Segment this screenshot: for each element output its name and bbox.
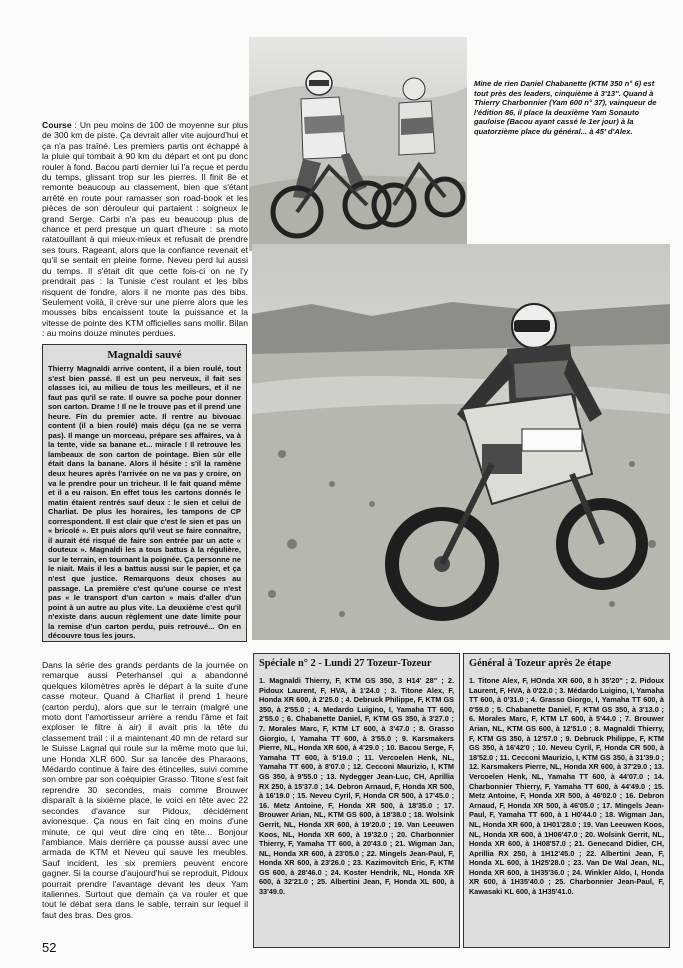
course-text: : Un peu moins de 100 de moyenne sur plus de 300 km de piste. Ça devrait aller vite aujourd'hui et ça n'a pas traîné. Les premiers partis ont échappé à la pluie qui tombait à 90 km du départ et ont pu donc rouler à fond. Bacou parti dernier lui l'a reçue et perdu du temps, glissant trop sur les pierres. Il finit 8e et remonte beaucoup au classement, bien que s'étant arrêté en route pour ramasser son road-book et les pièces de son dérouleur qui partaient : soigneux le grand Serge. Carbi n'a pas eu beaucoup plus de chance et perd presque un quart d'heure : sa moto ratatouillant à qui mieux-mieux et refusait de prendre ses tours. Rageant, alors que la confiance revenait et qu'il se sentait en pleine forme. Neveu perd lui aussi du temps. Il s'était dit que cette fois-ci on ne l'y prendrait pas : la Tunisie c'est roulant et les bibs risquent de fondre, alors il ne monte pas des bibs. Seulement voilà, il crève sur une pierre alors que les mousses bibs encaissent toute la puissance et la vitesse de pointe des KTM officielles sans mollir. Bilan : au moins douze minutes perdues. <box>42 120 248 339</box>
course-paragraph <box>42 120 248 339</box>
general-results: 1. Titone Alex, F, HOnda XR 600, 8 h 35'20" ; 2. Pidoux Laurent, F, HVA, à 0'22.0 ; 3. Médardo Luigino, I, Yamaha TT 600, à 0'31.0 ; 4. Grasso Giorgo, I, Yamaha TT 600, à 0'59.0 ; 5. Chabanette Daniel, F, KTM GS 350, à 3'13.0 ; 6. Morales Marc, F, KTM LT 600, à 5'44.0 ; 7. Brouwer Arian, NL, KTM GS 600, à 12'51.0 ; 8. Magnaldi Thierry, F, KTM GS 350, à 12'57.0 ; 9. Debruck Philippe, F, KTM GS 350, à 16'42'0 ; 10. Neveu Cyril, F, Honda CR 500, à 18'52.0 ; 11. Cecconi Maurizio, I, KTM GS 350, à 31'39.0 ; 12. Karsmakers Pierre, NL, Honda XR 600, à 37'29.0 ; 13. Vercoelen Henk, NL, Yamaha TT 600, à 44'07.0 ; 14. Charbonnier Thierry, F, Yamaha TT 600, à 44'49.0 ; 15. Metz Antoine, F, Honda XR 500, à 46'02.0 ; 16. Debron Arnaud, F, Honda XR 500, à 46'05.0 ; 17. Mingels Jean-Paul, F, Yamaha TT 600, à 1 H0'44.0 ; 18. Wigman Jan, NL, Honda XR 600, à 1H01'28.0 ; 19. Van Leeuwen Koos, NL, Honda XR 600, à 1H06'47.0 ; 20. Wolsink Gerrit, NL, Honda XR 600, à 1H08'57.0 ; 21. Genecand Didier, CH, Aprillia RX 250, à 1H12'45.0 ; 22. Albertini Jean, F, Honda XL 600, à 1H25'28.0 ; 23. Van De Wal Jean, NL, Honda XR 600, à 1H35'36.0 ; 24. Winkler Aldo, I, Honda XR 600, à 1H35'40.0 ; 25. Charbonnier Jean-Paul, F, Kawasaki KL 600, à 1H35'41.0. <box>469 676 664 897</box>
rally-riders-photo <box>249 37 467 251</box>
general-results-box <box>463 653 670 948</box>
special-results: 1. Magnaldi Thierry, F, KTM GS 350, 3 H14' 28" ; 2. Pidoux Laurent, F, HVA, à 1'24.0 ; 3. Titone Alex, F, Honda XR 600, à 2'25.0 ; 4. Debruck Philippe, F, KTM GS 350, à 2'55.0 ; 4. Medardo Luigino, I, Yamaha TT 600, 2'55.0 ; 6. Chabanette Daniel, F, KTM GS 350, à 3'27.0 ; 7. Morales Marc, F, KTM LT 600, à 3'47.0 ; 8. Grasso Giorgio, I, Yamaha TT 600, à 3'55.0 ; 9. Karsmakers Pierre, NL, Honda XR 600, à 4'29.0 ; 10. Bacou Serge, F, Yamaha TT 600, à 5'19.0 ; 11. Vercoelen Henk, NL, Yamaha TT 600, à 8'07.0 ; 12. Cecconi Maurizio, I, KTM GS 350, à 9'55.0 ; 13. Nydegger Jean-Luc, CH, Aprillia RX 250, à 15'37.0 ; 14. Debron Arnaud, F, Honda XR 500, à 16'19.0 ; 15. Neveu Cyril, F, Honda CR 500, à 17'45.0 ; 16. Metz Antoine, F, Honda XR 500, à 18'35.0 ; 17. Brouwer Arian, NL, KTM GS 600, à 18'38.0 ; 18. Wolsink Gerrit, NL, Honda XR 600, à 19'20.0 ; 19. Van Leeuwen Koos, NL, Honda XR 600, à 19'32.0 ; 20. Charbonnier Thierry, F, Yamaha TT 600, à 20'43.0 ; 21. Wigman Jan, NL, Honda XR 600, à 23'05.0 ; 22. Mingels Jean-Paul, F, Honda XR 600, à 23'26.0 ; 23. Kazimovitch Eric, F, KTM GS 600, à 28'46.0 ; 24. Koster Hendrik, NL, Honda XR 600, à 32'21.0 ; 25. Albertini Jean, F, Honda XL 600, à 33'49.0. <box>259 676 454 897</box>
special-title: Spéciale n° 2 - Lundi 27 Tozeur-Tozeur <box>259 658 432 669</box>
course-lead: Course <box>42 120 72 130</box>
general-title: Général à Tozeur après 2e étape <box>469 658 612 669</box>
desert-rider-photo <box>252 244 670 640</box>
special-results-box <box>253 653 460 948</box>
magnaldi-title: Magnaldi sauvé <box>107 349 182 361</box>
photo-caption: Mine de rien Daniel Chabanette (KTM 350 n° 6) est tout près des leaders, cinquième à 3'13''. Quand à Thierry Charbonnier (Yam 600 n° 37), vainqueur de l'édition 86, il place la deuxième Yam Sonauto gauloise (Bacou ayant cassé le 1er jour) à la quatorzième place du général... à 45' d'Alex. <box>474 79 657 136</box>
lower-paragraph: Dans la série des grands perdants de la journée on remarque aussi Peterhansel qui a abandonné quelques kilomètres après le départ à la suite d'une casse moteur. Quand à Charliat il prend 1 heure (carton perdu), alors que sur le terrain (malgré une moto dont l'amortisseur arrière a rendu l'âme et fait exploser le filtre à air) il avait pris la tête du classement trail : il a maintenant 40 mn de retard sur le Suisse Lagnal qui roule sur la même moto que lui, une Honda XLR 600. Sur sa lancée des Pharaons, Médardo continue à faire des étincelles, suivi comme son ombre par son coéquipier Grasso. Titone s'est fait reprendre 30 secondes, mais comme Brouwer disparaît à la sixième place, le voici en tête avec 22 secondes d'avance sur Pidoux, décidément avionesque. Ça nous en fait cinq en moins d'une minute, ce qui veut dire cinq en tête... Bonjour l'ambiance. Mais derrière ça pousse aussi avec une armada de KTM et Neveu qui sauve les meubles. Sauf incident, les six premiers peuvent encore gagner. Si la course d'aujourd'hui se reproduit, Pidoux pourrait prendre l'avantage devant les deux Yam italiennes. Surtout que demain ça va rouler et que tout le débat sera dans le sable, terrain sur lequel il faut des bras. Des gros. <box>42 660 248 920</box>
page-number: 52 <box>42 940 57 955</box>
magnaldi-text: Thierry Magnaldi arrive content, il a bien roulé, tout s'est bien passé. Il est un peu nerveux, il fait ses classes ici, au milieu de tous les meilleurs, et il ne faut pas qu'il se rate. Il ouvre sa poche pour donner son carton. Drame ! Il ne le trouve pas et il prend une heure. Fin du premier acte. Il rentre au bivouac content (il a bien roulé) mais déçu (ça ne se verra pas). Il mange un morceau, prépare ses affaires, va à la tente, vide sa banane et... miracle ! Il retrouve les lambeaux de son carton de pointage. Bien sûr elle était dans la banane. Alors il hésite : s'il la ramène deux heures après l'arrivée on ne va pas y croire, on va le prendre pour un tricheur. Il le fait quand même et il a eu raison. En effet tous les cartons donnés le matin étaient rentrés sauf deux : le sien et celui de Charliat. De plus les horaires, les tampons de CP correspondent. Il est clair que c'est le sien et pas un « bricolé ». Et puis alors qu'il veut se faire connaître, il aurait été risqué de faire son entrée par un acte « douteux ». Magnaldi les a tous battus à la régulière, sur le terrain, en tournant la poignée. Ça personne ne le niait. Mais il les a battus aussi sur le papier, et ça n'est que justice. Remarquons deux choses au passage. La première c'est qu'une course ce n'est pas « le transport d'un carton » mais d'aller d'un point à un autre au plus vite. La deuxième c'est qu'il n'existe dans aucun règlement une date limite pour la remise d'un carton perdu, puis retrouvé... On en découvre tous les jours. <box>48 364 241 641</box>
top-photo <box>249 37 467 251</box>
magnaldi-box <box>42 344 247 642</box>
main-photo <box>252 244 670 640</box>
